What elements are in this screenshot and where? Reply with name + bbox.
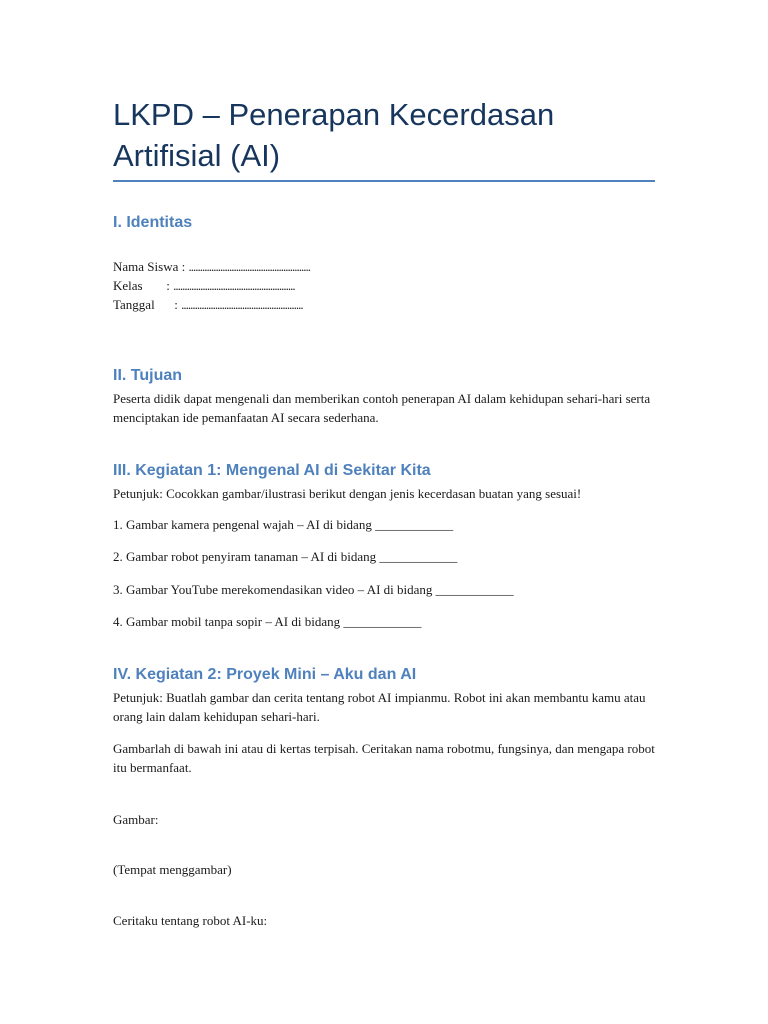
kegiatan-2-paragraph: Gambarlah di bawah ini atau di kertas terpisah. Ceritakan nama robotmu, fungsinya, dan mengapa robot itu bermanfaat. (113, 741, 655, 775)
field-label: Tanggal (113, 297, 155, 312)
kegiatan-1-instruction: Petunjuk: Cocokkan gambar/ilustrasi berikut dengan jenis kecerdasan buatan yang sesuai! (113, 486, 582, 501)
list-item: 2. Gambar robot penyiram tanaman – AI di bidang ____________ (113, 549, 458, 564)
section-heading-tujuan: II. Tujuan (113, 367, 183, 384)
field-tanggal (113, 295, 303, 314)
list-item: 3. Gambar YouTube merekomendasikan video – AI di bidang ____________ (113, 582, 514, 597)
field-label: Nama Siswa (113, 259, 179, 274)
tujuan-paragraph: Peserta didik dapat mengenali dan memberikan contoh penerapan AI dalam kehidupan sehari-hari serta menciptakan ide pemanfaatan AI secara sederhana. (113, 391, 651, 425)
fill-in-blank: ...................................................... (181, 297, 303, 312)
section-heading-kegiatan-2: IV. Kegiatan 2: Proyek Mini – Aku dan AI (113, 666, 417, 683)
field-separator: : (171, 297, 182, 312)
title-divider (113, 180, 655, 182)
kegiatan-2-instruction: Petunjuk: Buatlah gambar dan cerita tentang robot AI impianmu. Robot ini akan membantu kamu atau orang lain dalam kehidupan sehari-hari. (113, 690, 646, 724)
field-kelas (113, 276, 295, 295)
field-separator: : (163, 278, 174, 293)
section-heading-kegiatan-1: III. Kegiatan 1: Mengenal AI di Sekitar Kita (113, 462, 431, 479)
cerita-label: Ceritaku tentang robot AI-ku: (113, 913, 268, 928)
gambar-label: Gambar: (113, 812, 159, 827)
list-item: 1. Gambar kamera pengenal wajah – AI di bidang ____________ (113, 517, 454, 532)
field-nama-siswa (113, 257, 310, 276)
drawing-placeholder: (Tempat menggambar) (113, 862, 232, 877)
fill-in-blank: ...................................................... (173, 278, 295, 293)
fill-in-blank: ...................................................... (188, 259, 310, 274)
field-separator: : (178, 259, 189, 274)
worksheet-page (113, 0, 655, 1024)
list-item: 4. Gambar mobil tanpa sopir – AI di bidang ____________ (113, 614, 422, 629)
document-title: LKPD – Penerapan Kecerdasan Artifisial (AI) (113, 97, 555, 173)
section-heading-identitas: I. Identitas (113, 214, 193, 231)
field-label: Kelas (113, 278, 143, 293)
